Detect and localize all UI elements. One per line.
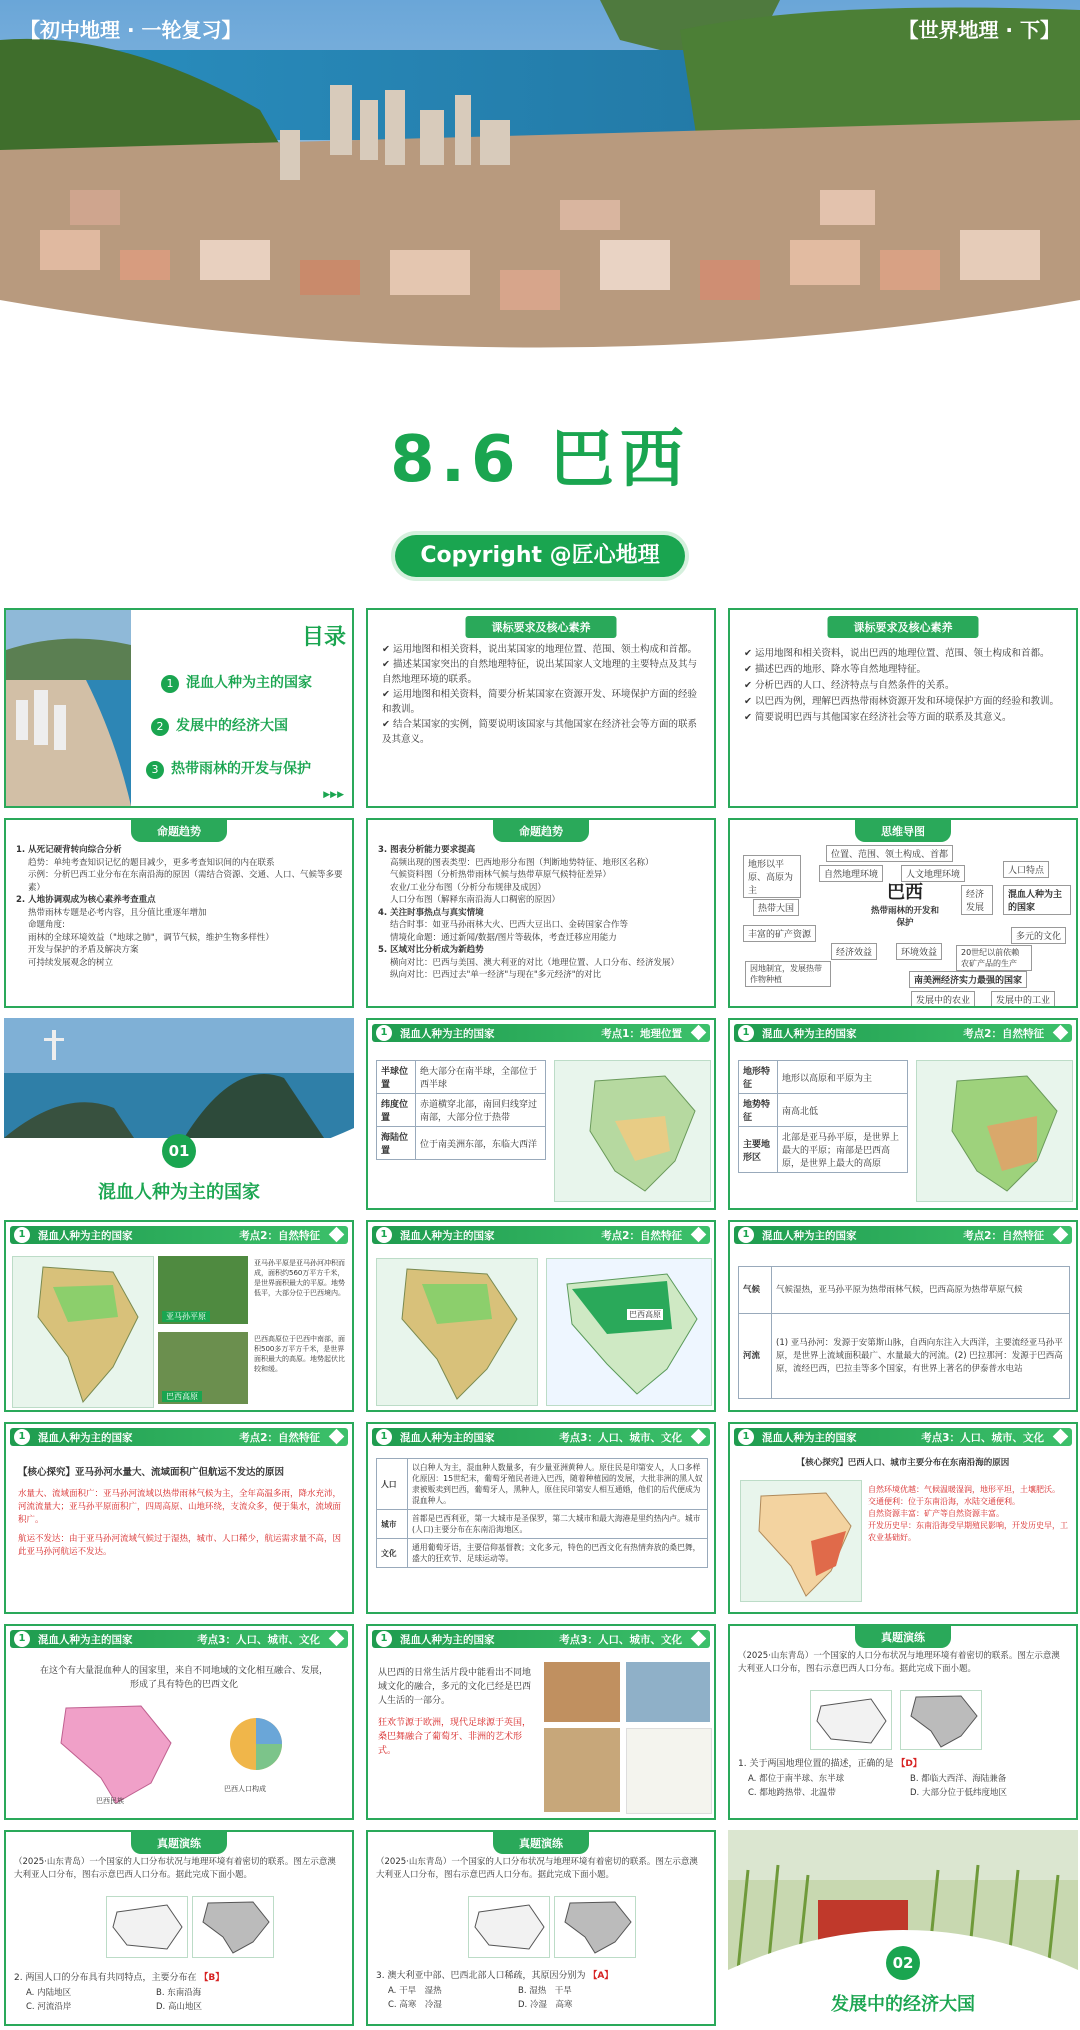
trend-line: 1. 从死记硬背转向综合分析 bbox=[16, 845, 122, 855]
trend-line: 4. 关注时事热点与真实情境 bbox=[378, 907, 484, 918]
brazil-pop-map bbox=[554, 1896, 636, 1958]
exam-option[interactable]: A. 内陆地区 bbox=[26, 1988, 72, 1998]
topic-bar: 1 混血人种为主的国家 考点3：人口、城市、文化 bbox=[734, 1428, 1072, 1446]
mindmap-node: 丰富的矿产资源 bbox=[743, 925, 816, 942]
trend-line: 热带雨林专题是必考内容，且分值比重逐年增加 bbox=[28, 907, 207, 918]
slide-header: 命题趋势 bbox=[131, 820, 227, 842]
brazil-location-map bbox=[554, 1060, 711, 1202]
trend-line: 纵向对比：巴西过去"单一经济"与现在"多元经济"的对比 bbox=[390, 970, 602, 980]
toc-beach-image bbox=[6, 610, 131, 806]
trend-line: 可持续发展观念的树立 bbox=[28, 957, 114, 968]
mindmap-node: 热带大国 bbox=[753, 899, 799, 916]
req-item: ✔ 分析巴西的人口、经济特点与自然条件的关系。 bbox=[744, 680, 955, 691]
exam-option[interactable]: B. 湿热 干旱 bbox=[518, 1986, 572, 1996]
trend-line: 人口分布图（解释东南沿海人口稠密的原因） bbox=[390, 895, 561, 905]
culture-note-image bbox=[626, 1728, 712, 1814]
core-point: 水量大、流域面积广：亚马孙河流域以热带雨林气候为主，全年高温多雨，降水充沛，河流流量大；亚马孙平原面积广，四周高原、山地环绕，支流众多，便于集水，流域面积广。 bbox=[18, 1489, 342, 1525]
australia-pop-map bbox=[810, 1690, 892, 1750]
topic-bar: 1 混血人种为主的国家 考点2：自然特征 bbox=[10, 1226, 348, 1244]
req-item: ✔ 运用地图和相关资料，说出某国家的地理位置、范围、领土构成和首都。 bbox=[382, 644, 697, 655]
core-point: 航运不发达：由于亚马孙河流域气候过于湿热，城市、人口稀少，航运需求量不高，因此亚马孙河航运不发达。 bbox=[18, 1534, 342, 1557]
climate-map: 巴西高原 bbox=[546, 1258, 712, 1406]
exam-stem: （2025·山东青岛）一个国家的人口分布状况与地理环境有着密切的联系。图左示意澳大利亚人口分布，图右示意巴西人口分布。据此完成下面小题。 bbox=[738, 1651, 1060, 1674]
section-title: 混血人种为主的国家 bbox=[98, 1182, 260, 1203]
mindmap-center: 巴西 热带雨林的开发和保护 bbox=[870, 882, 939, 928]
trend-line: 情境化命题：通过新闻/数据/图片等载体，考查迁移应用能力 bbox=[390, 932, 617, 943]
slide-climate-rivers[interactable] bbox=[728, 1220, 1078, 1412]
exam-question: 3. 澳大利亚中部、巴西北部人口稀疏，其原因分别为 【A】 bbox=[376, 1971, 614, 1981]
trend-line: 开发与保护的矛盾及解决方案 bbox=[28, 945, 139, 955]
trend-line: 命题角度: bbox=[28, 920, 65, 930]
mindmap-node: 20世纪以前依赖农矿产品的生产 bbox=[956, 945, 1032, 971]
slide-header: 命题趋势 bbox=[493, 820, 589, 842]
slide-header: 真题演练 bbox=[493, 1832, 589, 1854]
mindmap-node: 经济效益 bbox=[831, 943, 877, 960]
copyright-badge: Copyright @匠心地理 bbox=[395, 535, 685, 577]
mindmap-node: 人文地理环境 bbox=[901, 865, 965, 882]
slide-header: 课标要求及核心素养 bbox=[828, 616, 979, 638]
slide-culture-photos[interactable] bbox=[366, 1624, 716, 1820]
core-title: 【核心探究】巴西人口、城市主要分布在东南沿海的原因 bbox=[796, 1458, 1010, 1468]
trend-line: 雨林的全球环境效益（"地球之肺"，调节气候，维护生物多样性） bbox=[28, 932, 274, 943]
mindmap-node: 自然地理环境 bbox=[819, 865, 883, 882]
core-point: 自然资源丰富：矿产等自然资源丰富。 bbox=[868, 1509, 1004, 1518]
exam-option[interactable]: B. 东南沿海 bbox=[156, 1988, 202, 1998]
exam-question: 1. 关于两国地理位置的描述，正确的是 【D】 bbox=[738, 1759, 922, 1769]
topic-bar: 1 混血人种为主的国家 考点3：人口、城市、文化 bbox=[10, 1630, 348, 1648]
trend-line: 趋势：单纯考查知识记忆的题目减少，更多考查知识间的内在联系 bbox=[28, 857, 275, 868]
slide-mindmap[interactable] bbox=[728, 818, 1078, 1008]
exam-option[interactable]: B. 都临大西洋、海陆兼备 bbox=[910, 1774, 1007, 1784]
terrain-map bbox=[376, 1258, 538, 1406]
exam-option[interactable]: D. 高山地区 bbox=[156, 2002, 202, 2012]
trend-line: 农业/工业分布图（分析分布规律及成因） bbox=[390, 882, 546, 893]
slide-header: 课标要求及核心素养 bbox=[466, 616, 617, 638]
exam-option[interactable]: C. 都地跨热带、北温带 bbox=[748, 1788, 836, 1798]
slide-exam-1[interactable] bbox=[728, 1624, 1078, 1820]
slide-position[interactable] bbox=[366, 1018, 716, 1210]
slide-curriculum-1[interactable] bbox=[366, 608, 716, 808]
trend-line: 气候资料图（分析热带雨林气候与热带草原气候特征差异） bbox=[390, 870, 612, 880]
slide-curriculum-2[interactable] bbox=[728, 608, 1078, 808]
slide-header: 真题演练 bbox=[131, 1832, 227, 1854]
trend-line: 结合时事：如亚马孙雨林大火、巴西大豆出口、金砖国家合作等 bbox=[390, 920, 629, 930]
brazil-terrain-map bbox=[916, 1060, 1073, 1202]
exam-option[interactable]: A. 干旱 湿热 bbox=[388, 1986, 442, 1996]
toc-label-2: 发展中的经济大国 bbox=[176, 718, 289, 734]
highland-note: 巴西高原位于巴西中南部，面积500多万平方千米，是世界面积最大的高原。地势起伏比较和缓。 bbox=[254, 1335, 345, 1373]
mindmap-node: 混血人种为主的国家 bbox=[1003, 885, 1071, 915]
toc-label-3: 热带雨林的开发与保护 bbox=[171, 761, 312, 777]
slide-section-01[interactable] bbox=[4, 1018, 354, 1210]
slide-nature-photos[interactable] bbox=[4, 1220, 354, 1412]
req-item: ✔ 结合某国家的实例，简要说明该国家与其他国家在经济社会等方面的联系及其意义。 bbox=[382, 719, 697, 745]
slide-core-population[interactable] bbox=[728, 1422, 1078, 1614]
population-table: 人口 以白种人为主，混血种人数量多，有少量亚洲黄种人。原住民是印第安人，人口多样化原因：15世纪末，葡萄牙殖民者进入巴西，随着种植园的发展，大批非洲的黑人奴隶被贩卖到巴西，葡萄牙人，黑种人，原住民印第安人相互通婚，他们的后代便成为混血种人。 城市 首都是巴西利亚，第一大城市是圣保罗，第二大城市和最大海港是里约热内卢。城市(人口)主要分布在东南沿海地区。 文化 通用葡萄牙语，主要信仰基督教；文化多元，特色的巴西文化有热情奔放的桑巴舞，盛大的狂欢节、足球运动等。 bbox=[376, 1458, 708, 1568]
mindmap-node: 发展中的工业 bbox=[991, 991, 1055, 1008]
req-item: ✔ 描述巴西的地形、降水等自然地理特征。 bbox=[744, 664, 926, 675]
trend-line: 示例：分析巴西工业分布在东南沿海的原因（需结合资源、交通、人口、气候等多要素） bbox=[28, 870, 343, 893]
hero-banner bbox=[0, 0, 1080, 370]
exam-option[interactable]: A. 都位于南半球、东半球 bbox=[748, 1774, 845, 1784]
amazon-note: 亚马孙平原是亚马孙河冲积而成，面积约560万平方千米，是世界面积最大的平原。地势低平，大部分位于巴西境内。 bbox=[254, 1259, 345, 1297]
brazil-pop-map bbox=[192, 1896, 274, 1958]
toc-item-3[interactable]: 3 热带雨林的开发与保护 bbox=[146, 758, 311, 779]
slide-trend-2[interactable] bbox=[366, 818, 716, 1008]
course-tag: 【初中地理 · 一轮复习】 bbox=[20, 18, 242, 42]
core-point: 自然环境优越：气候温暖湿润，地形平坦，土壤肥沃。 bbox=[868, 1485, 1060, 1494]
topic-bar: 1 混血人种为主的国家 考点2：自然特征 bbox=[10, 1428, 348, 1446]
toc-arrows: ▶▶▶ bbox=[323, 790, 344, 800]
exam-option[interactable]: C. 高寒 冷湿 bbox=[388, 2000, 442, 2010]
slide-exam-2[interactable] bbox=[4, 1830, 354, 2026]
trend-line: 高频出现的图表类型：巴西地形分布图（判断地势特征、地形区名称） bbox=[390, 857, 654, 868]
trend-line: 2. 人地协调观成为核心素养考查重点 bbox=[16, 895, 156, 905]
climate-river-table: 气候 气候湿热，亚马孙平原为热带雨林气候，巴西高原为热带草原气候 河流 (1) 亚马孙河：发源于安第斯山脉，自西向东注入大西洋，主要流经亚马孙平原，是世界上流域面积最广、水量最大的河流。(2) 巴拉那河：发源于巴西高原，流经巴西，巴拉圭等多个国家，有世界上著名的伊泰普水电站 bbox=[738, 1266, 1070, 1399]
req-item: ✔ 以巴西为例，理解巴西热带雨林资源开发和环境保护方面的经验和教训。 bbox=[744, 696, 1059, 707]
slide-section-02[interactable] bbox=[728, 1830, 1078, 2026]
mindmap-node: 人口特点 bbox=[1003, 861, 1049, 878]
section-number: 01 bbox=[162, 1134, 196, 1168]
trend-line: 3. 图表分析能力要求提高 bbox=[378, 845, 476, 855]
trend-line: 横向对比：巴西与美国、澳大利亚的对比（地理位置、人口分布、经济发展） bbox=[390, 957, 680, 968]
slide-culture[interactable] bbox=[4, 1624, 354, 1820]
req-item: ✔ 运用地图和相关资料，简要分析某国家在资源开发、环境保护方面的经验和教训。 bbox=[382, 689, 697, 715]
australia-pop-map bbox=[106, 1896, 188, 1958]
unit-tag: 【世界地理 · 下】 bbox=[898, 18, 1060, 42]
mindmap-node: 南美洲经济实力最强的国家 bbox=[909, 971, 1027, 988]
page-title: 8.6 巴西 bbox=[390, 423, 690, 497]
mindmap-node: 因地制宜，发展热带作物种植 bbox=[745, 961, 831, 987]
football-photo bbox=[626, 1662, 710, 1722]
mindmap-node: 发展中的农业 bbox=[911, 991, 975, 1008]
slide-toc[interactable] bbox=[4, 608, 354, 808]
topic-bar: 1 混血人种为主的国家 考点2：自然特征 bbox=[734, 1226, 1072, 1244]
topic-bar: 1 混血人种为主的国家 考点3：人口、城市、文化 bbox=[372, 1428, 710, 1446]
hero-city-image bbox=[0, 0, 1080, 370]
brazil-pop-map bbox=[900, 1690, 982, 1750]
toc-heading: 目录 bbox=[302, 625, 347, 650]
slide-header: 真题演练 bbox=[855, 1626, 951, 1648]
core-title: 【核心探究】亚马孙河水量大、流域面积广但航运不发达的原因 bbox=[18, 1467, 285, 1478]
exam-option[interactable]: D. 大部分位于低纬度地区 bbox=[910, 1788, 1007, 1798]
req-item: ✔ 简要说明巴西与其他国家在经济社会等方面的联系及其意义。 bbox=[744, 712, 1012, 723]
req-item: ✔ 描述某国家突出的自然地理特征，说出某国家人文地理的主要特点及其与自然地理环境的联系。 bbox=[382, 659, 697, 685]
culture-text: 在这个有大量混血种人的国家里，来自不同地域的文化相互融合、发展，形成了具有特色的巴西文化 bbox=[39, 1666, 328, 1690]
australia-pop-map bbox=[468, 1896, 550, 1958]
slide-exam-3[interactable] bbox=[366, 1830, 716, 2026]
brazil-highland-photo: 巴西高原 bbox=[158, 1332, 248, 1404]
mindmap-node: 环境效益 bbox=[896, 943, 942, 960]
slide-nature-maps[interactable] bbox=[366, 1220, 716, 1412]
topic-bar: 1 混血人种为主的国家 考点2：自然特征 bbox=[372, 1226, 710, 1244]
topic-bar: 1 混血人种为主的国家 考点3：人口、城市、文化 bbox=[372, 1630, 710, 1648]
section-number: 02 bbox=[886, 1946, 920, 1980]
req-item: ✔ 运用地图和相关资料，说出巴西的地理位置、范围、领土构成和首都。 bbox=[744, 648, 1050, 659]
mindmap-node: 经济发展 bbox=[961, 885, 993, 915]
culture-point: 狂欢节源于欧洲，现代足球源于英国，桑巴舞融合了葡萄牙、非洲的艺术形式。 bbox=[378, 1718, 532, 1756]
ethnic-map: 巴西民族 bbox=[46, 1698, 186, 1808]
toc-item-1[interactable]: 1 混血人种为主的国家 bbox=[161, 672, 312, 693]
culture-point: 从巴西的日常生活片段中能看出不同地域文化的融合，多元的文化已经是巴西人生活的一部分。 bbox=[378, 1668, 532, 1706]
slide-population[interactable] bbox=[366, 1422, 716, 1614]
section-title: 发展中的经济大国 bbox=[831, 1994, 975, 2015]
ethnic-pie bbox=[216, 1712, 306, 1782]
pie-caption: 巴西人口构成 bbox=[224, 1785, 266, 1793]
toc-item-2[interactable]: 2 发展中的经济大国 bbox=[151, 715, 288, 736]
topic-bar: 1 混血人种为主的国家 考点2：自然特征 bbox=[734, 1024, 1072, 1042]
mindmap-node: 多元的文化 bbox=[1011, 927, 1066, 944]
toc-label-1: 混血人种为主的国家 bbox=[186, 675, 313, 691]
population-density-map bbox=[740, 1480, 862, 1602]
carnival-photo bbox=[544, 1662, 620, 1722]
terrain-table: 地形特征 地形以高原和平原为主 地势特征 南高北低 主要地形区 北部是亚马孙平原，是世界上最大的平原；南部是巴西高原，是世界上最大的高原 bbox=[738, 1060, 908, 1173]
core-point: 交通便利：位于东南沿海，水陆交通便利。 bbox=[868, 1497, 1020, 1506]
exam-option[interactable]: D. 冷湿 高寒 bbox=[518, 2000, 573, 2010]
slide-core-amazon[interactable] bbox=[4, 1422, 354, 1614]
exam-stem: （2025·山东青岛）一个国家的人口分布状况与地理环境有着密切的联系。图左示意澳大利亚人口分布，图右示意巴西人口分布。据此完成下面小题。 bbox=[14, 1857, 336, 1880]
core-point: 开发历史早：东南沿海受早期殖民影响，开发历史早，工农业基础好。 bbox=[868, 1521, 1068, 1542]
amazon-plain-photo: 亚马孙平原 bbox=[158, 1256, 248, 1324]
trend-line: 5. 区域对比分析成为新趋势 bbox=[378, 945, 484, 955]
mindmap-node: 位置、范围、领土构成、首都 bbox=[826, 845, 953, 862]
samba-photo bbox=[544, 1728, 620, 1812]
topic-bar: 1 混血人种为主的国家 考点1：地理位置 bbox=[372, 1024, 710, 1042]
exam-stem: （2025·山东青岛）一个国家的人口分布状况与地理环境有着密切的联系。图左示意澳大利亚人口分布，图右示意巴西人口分布。据此完成下面小题。 bbox=[376, 1857, 698, 1880]
position-table: 半球位置 绝大部分在南半球，全部位于西半球 纬度位置 赤道横穿北部，南回归线穿过南部，大部分位于热带 海陆位置 位于南美洲东部，东临大西洋 bbox=[376, 1060, 546, 1160]
south-america-map bbox=[12, 1256, 154, 1408]
exam-option[interactable]: C. 河流沿岸 bbox=[26, 2002, 72, 2012]
mindmap-node: 地形以平原、高原为主 bbox=[743, 855, 801, 898]
slide-terrain[interactable] bbox=[728, 1018, 1078, 1210]
slide-trend-1[interactable] bbox=[4, 818, 354, 1008]
slide-header: 思维导图 bbox=[855, 820, 951, 842]
exam-question: 2. 两国人口的分布具有共同特点，主要分布在 【B】 bbox=[14, 1973, 225, 1983]
rio-bay-image bbox=[4, 1018, 354, 1138]
